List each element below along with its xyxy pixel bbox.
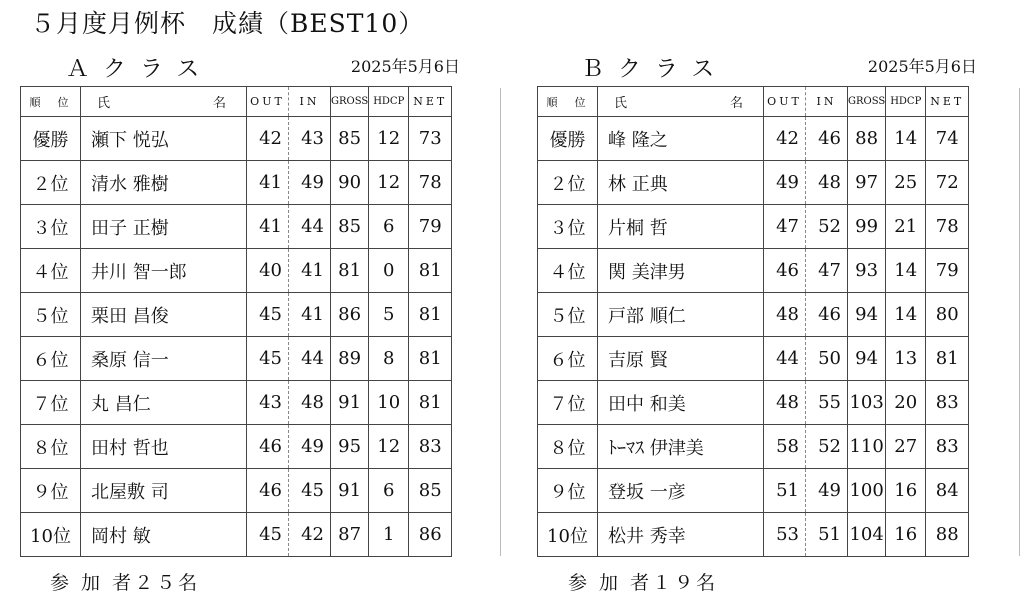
in-cell: 45: [289, 469, 331, 513]
name-cell: 関 美津男: [598, 249, 764, 293]
gross-cell: 110: [848, 425, 886, 469]
out-cell: 42: [764, 117, 806, 161]
table-row: [538, 205, 969, 249]
name-cell: 田子 正樹: [81, 205, 247, 249]
in-cell: 41: [289, 249, 331, 293]
in-cell: 44: [289, 205, 331, 249]
hdcp-cell: 16: [886, 469, 926, 513]
out-cell: 40: [247, 249, 289, 293]
gross-cell: 100: [848, 469, 886, 513]
hdcp-cell: 16: [886, 513, 926, 557]
in-cell: 48: [289, 381, 331, 425]
hdcp-cell: 8: [369, 337, 409, 381]
net-cell: 74: [926, 117, 969, 161]
rank-cell: ８位: [538, 425, 598, 469]
name-cell: 片桐 哲: [598, 205, 764, 249]
out-cell: 48: [764, 293, 806, 337]
header-out: OUT: [764, 87, 806, 117]
hdcp-cell: 25: [886, 161, 926, 205]
net-cell: 81: [409, 337, 452, 381]
header-name-given: 名: [212, 96, 226, 111]
hdcp-cell: 21: [886, 205, 926, 249]
out-cell: 53: [764, 513, 806, 557]
net-cell: 73: [409, 117, 452, 161]
in-cell: 46: [806, 117, 848, 161]
class-a-results-table: [20, 86, 452, 557]
header-gross: GROSS: [331, 87, 369, 117]
header-in: IN: [806, 87, 848, 117]
net-cell: 85: [409, 469, 452, 513]
net-cell: 78: [926, 205, 969, 249]
header-rank: 順 位: [21, 87, 81, 117]
name-cell: 松井 秀幸: [598, 513, 764, 557]
in-cell: 48: [806, 161, 848, 205]
hdcp-cell: 0: [369, 249, 409, 293]
table-row: [538, 513, 969, 557]
table-row: [21, 381, 452, 425]
name-cell: 桑原 信一: [81, 337, 247, 381]
in-cell: 49: [289, 161, 331, 205]
rank-cell: ９位: [538, 469, 598, 513]
hdcp-cell: 14: [886, 249, 926, 293]
out-cell: 46: [247, 425, 289, 469]
class-b-results-table: [537, 86, 969, 557]
net-cell: 84: [926, 469, 969, 513]
table-row: [21, 205, 452, 249]
header-net: NET: [926, 87, 969, 117]
table-row: [21, 161, 452, 205]
net-cell: 81: [926, 337, 969, 381]
out-cell: 44: [764, 337, 806, 381]
hdcp-cell: 6: [369, 205, 409, 249]
hdcp-cell: 12: [369, 161, 409, 205]
hdcp-cell: 12: [369, 425, 409, 469]
net-cell: 88: [926, 513, 969, 557]
table-header-row: [538, 87, 969, 117]
net-cell: 81: [409, 381, 452, 425]
net-cell: 83: [926, 425, 969, 469]
in-cell: 46: [806, 293, 848, 337]
out-cell: 41: [247, 161, 289, 205]
rank-cell: ６位: [21, 337, 81, 381]
table-row: [538, 337, 969, 381]
table-row: [538, 469, 969, 513]
in-cell: 50: [806, 337, 848, 381]
name-cell: 清水 雅樹: [81, 161, 247, 205]
in-cell: 49: [806, 469, 848, 513]
table-row: [21, 249, 452, 293]
hdcp-cell: 14: [886, 117, 926, 161]
net-cell: 83: [409, 425, 452, 469]
out-cell: 51: [764, 469, 806, 513]
in-cell: 42: [289, 513, 331, 557]
hdcp-cell: 6: [369, 469, 409, 513]
hdcp-cell: 10: [369, 381, 409, 425]
hdcp-cell: 27: [886, 425, 926, 469]
header-name-given: 名: [729, 96, 743, 111]
table-row: [21, 469, 452, 513]
net-cell: 78: [409, 161, 452, 205]
table-row: [21, 425, 452, 469]
out-cell: 42: [247, 117, 289, 161]
gross-cell: 94: [848, 293, 886, 337]
rank-cell: ３位: [21, 205, 81, 249]
class-b-title: Ｂクラス: [581, 56, 729, 82]
column-divider: [500, 88, 501, 556]
gross-cell: 97: [848, 161, 886, 205]
gross-cell: 91: [331, 381, 369, 425]
in-cell: 41: [289, 293, 331, 337]
table-header-row: [21, 87, 452, 117]
rank-cell: ５位: [21, 293, 81, 337]
rank-cell: ２位: [21, 161, 81, 205]
hdcp-cell: 1: [369, 513, 409, 557]
rank-cell: ３位: [538, 205, 598, 249]
gross-cell: 81: [331, 249, 369, 293]
net-cell: 83: [926, 381, 969, 425]
net-cell: 72: [926, 161, 969, 205]
hdcp-cell: 12: [369, 117, 409, 161]
name-cell: 井川 智一郎: [81, 249, 247, 293]
table-row: [21, 513, 452, 557]
name-cell: 田中 和美: [598, 381, 764, 425]
table-row: [538, 425, 969, 469]
net-cell: 80: [926, 293, 969, 337]
rank-cell: ８位: [21, 425, 81, 469]
rank-cell: ２位: [538, 161, 598, 205]
hdcp-cell: 20: [886, 381, 926, 425]
name-cell: 峰 隆之: [598, 117, 764, 161]
name-cell: 田村 哲也: [81, 425, 247, 469]
in-cell: 52: [806, 425, 848, 469]
rank-cell: ９位: [21, 469, 81, 513]
class-a-date: 2025年5月6日: [350, 57, 460, 76]
class-b-participants: 参 加 者１９名: [568, 572, 719, 594]
gross-cell: 94: [848, 337, 886, 381]
header-hdcp: HDCP: [886, 87, 926, 117]
gross-cell: 95: [331, 425, 369, 469]
in-cell: 47: [806, 249, 848, 293]
rank-cell: ７位: [538, 381, 598, 425]
table-row: [538, 117, 969, 161]
header-net: NET: [409, 87, 452, 117]
out-cell: 47: [764, 205, 806, 249]
rank-cell: ６位: [538, 337, 598, 381]
rank-cell: 優勝: [21, 117, 81, 161]
gross-cell: 88: [848, 117, 886, 161]
gross-cell: 91: [331, 469, 369, 513]
name-cell: 瀬下 悦弘: [81, 117, 247, 161]
out-cell: 45: [247, 293, 289, 337]
gross-cell: 93: [848, 249, 886, 293]
name-cell: 栗田 昌俊: [81, 293, 247, 337]
net-cell: 79: [926, 249, 969, 293]
rank-cell: ４位: [538, 249, 598, 293]
out-cell: 49: [764, 161, 806, 205]
header-rank: 順 位: [538, 87, 598, 117]
out-cell: 41: [247, 205, 289, 249]
table-row: [538, 381, 969, 425]
hdcp-cell: 14: [886, 293, 926, 337]
name-cell: 北屋敷 司: [81, 469, 247, 513]
class-a-participants: 参 加 者２５名: [50, 572, 201, 594]
out-cell: 46: [764, 249, 806, 293]
out-cell: 58: [764, 425, 806, 469]
net-cell: 81: [409, 293, 452, 337]
name-cell: ﾄｰﾏｽ 伊津美: [598, 425, 764, 469]
rank-cell: ４位: [21, 249, 81, 293]
net-cell: 79: [409, 205, 452, 249]
net-cell: 81: [409, 249, 452, 293]
in-cell: 49: [289, 425, 331, 469]
out-cell: 48: [764, 381, 806, 425]
class-a-section: [20, 50, 464, 547]
out-cell: 46: [247, 469, 289, 513]
gross-cell: 103: [848, 381, 886, 425]
class-b-date: 2025年5月6日: [867, 57, 977, 76]
gross-cell: 87: [331, 513, 369, 557]
table-row: [21, 337, 452, 381]
gross-cell: 89: [331, 337, 369, 381]
name-cell: 岡村 敏: [81, 513, 247, 557]
header-name-family: 氏: [97, 96, 111, 111]
rank-cell: 優勝: [538, 117, 598, 161]
class-a-title: Ａクラス: [66, 56, 214, 82]
table-row: [538, 293, 969, 337]
table-row: [21, 117, 452, 161]
out-cell: 45: [247, 513, 289, 557]
table-row: [538, 161, 969, 205]
page-title: ５月度月例杯 成績（BEST10）: [30, 9, 425, 38]
class-b-section: [537, 50, 981, 547]
gross-cell: 104: [848, 513, 886, 557]
out-cell: 43: [247, 381, 289, 425]
in-cell: 51: [806, 513, 848, 557]
in-cell: 55: [806, 381, 848, 425]
out-cell: 45: [247, 337, 289, 381]
gross-cell: 85: [331, 117, 369, 161]
header-name-family: 氏: [614, 96, 628, 111]
hdcp-cell: 5: [369, 293, 409, 337]
in-cell: 52: [806, 205, 848, 249]
header-name: [81, 87, 247, 117]
name-cell: 林 正典: [598, 161, 764, 205]
header-hdcp: HDCP: [369, 87, 409, 117]
gross-cell: 85: [331, 205, 369, 249]
name-cell: 吉原 賢: [598, 337, 764, 381]
in-cell: 44: [289, 337, 331, 381]
rank-cell: 10位: [538, 513, 598, 557]
rank-cell: ５位: [538, 293, 598, 337]
in-cell: 43: [289, 117, 331, 161]
table-row: [538, 249, 969, 293]
name-cell: 戸部 順仁: [598, 293, 764, 337]
name-cell: 登坂 一彦: [598, 469, 764, 513]
net-cell: 86: [409, 513, 452, 557]
name-cell: 丸 昌仁: [81, 381, 247, 425]
gross-cell: 90: [331, 161, 369, 205]
rank-cell: ７位: [21, 381, 81, 425]
header-gross: GROSS: [848, 87, 886, 117]
gross-cell: 86: [331, 293, 369, 337]
hdcp-cell: 13: [886, 337, 926, 381]
header-out: OUT: [247, 87, 289, 117]
header-in: IN: [289, 87, 331, 117]
table-row: [21, 293, 452, 337]
right-edge-line: [1019, 88, 1020, 556]
gross-cell: 99: [848, 205, 886, 249]
header-name: [598, 87, 764, 117]
rank-cell: 10位: [21, 513, 81, 557]
